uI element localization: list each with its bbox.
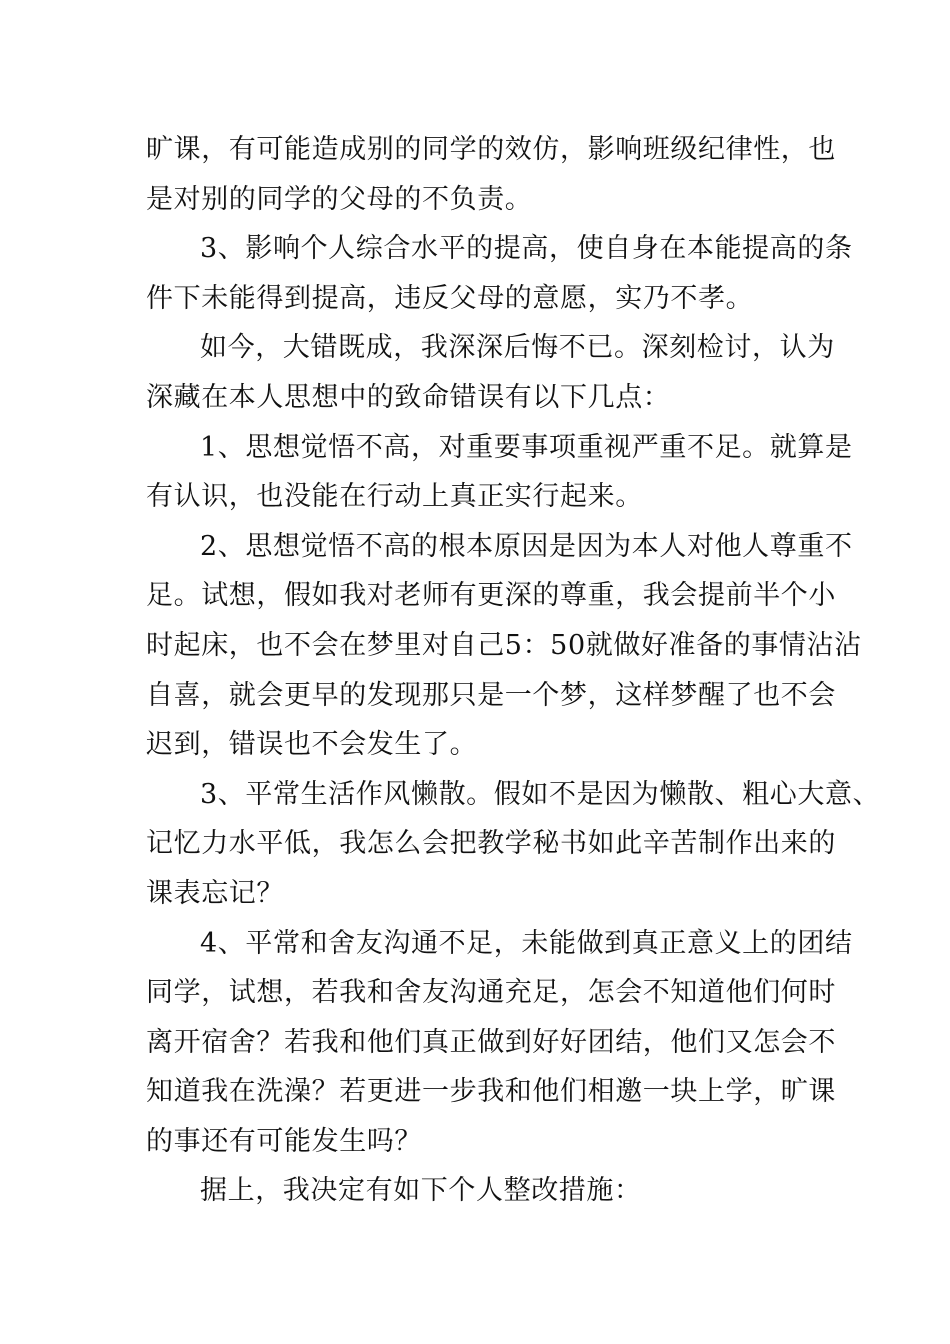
paragraph-2 — [146, 224, 853, 323]
text-line: 深藏在本人思想中的致命错误有以下几点： — [146, 381, 671, 413]
text-line: 2、思想觉悟不高的根本原因是因为本人对他人尊重不 — [200, 530, 853, 562]
text-line: 3、平常生活作风懒散。假如不是因为懒散、粗心大意、 — [200, 778, 881, 810]
text-line: 知道我在洗澡？若更进一步我和他们相邀一块上学，旷课 — [146, 1076, 836, 1108]
text-line: 离开宿舍？若我和他们真正做到好好团结，他们又怎会不 — [146, 1026, 836, 1058]
document-body — [146, 125, 881, 1216]
text-line: 3、影响个人综合水平的提高，使自身在本能提高的条 — [200, 233, 853, 265]
paragraph-6 — [146, 770, 881, 919]
text-line: 是对别的同学的父母的不负责。 — [146, 183, 533, 215]
text-line: 迟到，错误也不会发生了。 — [146, 729, 478, 761]
paragraph-1 — [146, 125, 836, 224]
text-line: 同学，试想，若我和舍友沟通充足，怎会不知道他们何时 — [146, 977, 836, 1009]
paragraph-4 — [146, 423, 853, 522]
text-line: 4、平常和舍友沟通不足，未能做到真正意义上的团结 — [200, 927, 853, 959]
text-line: 旷课，有可能造成别的同学的效仿，影响班级纪律性，也 — [146, 134, 836, 165]
text-line: 有认识，也没能在行动上真正实行起来。 — [146, 481, 643, 513]
text-line: 记忆力水平低，我怎么会把教学秘书如此辛苦制作出来的 — [146, 828, 836, 860]
text-line: 件下未能得到提高，违反父母的意愿，实乃不孝。 — [146, 282, 754, 314]
text-line: 自喜，就会更早的发现那只是一个梦，这样梦醒了也不会 — [146, 679, 836, 711]
text-line: 1、思想觉悟不高，对重要事项重视严重不足。就算是 — [200, 431, 853, 463]
text-line: 时起床，也不会在梦里对自己5：50就做好准备的事情沾沾 — [146, 629, 862, 661]
paragraph-5 — [146, 522, 862, 770]
paragraph-3 — [146, 323, 835, 422]
text-line: 如今，大错既成，我深深后悔不已。深刻检讨，认为 — [200, 332, 835, 364]
text-line: 足。试想，假如我对老师有更深的尊重，我会提前半个小 — [146, 580, 836, 612]
text-line: 课表忘记？ — [146, 877, 284, 909]
text-line: 的事还有可能发生吗？ — [146, 1125, 422, 1157]
paragraph-7 — [146, 919, 853, 1167]
paragraph-8 — [146, 1166, 826, 1216]
text-line: 据上，我决定有如下个人整改措施： — [200, 1175, 642, 1207]
